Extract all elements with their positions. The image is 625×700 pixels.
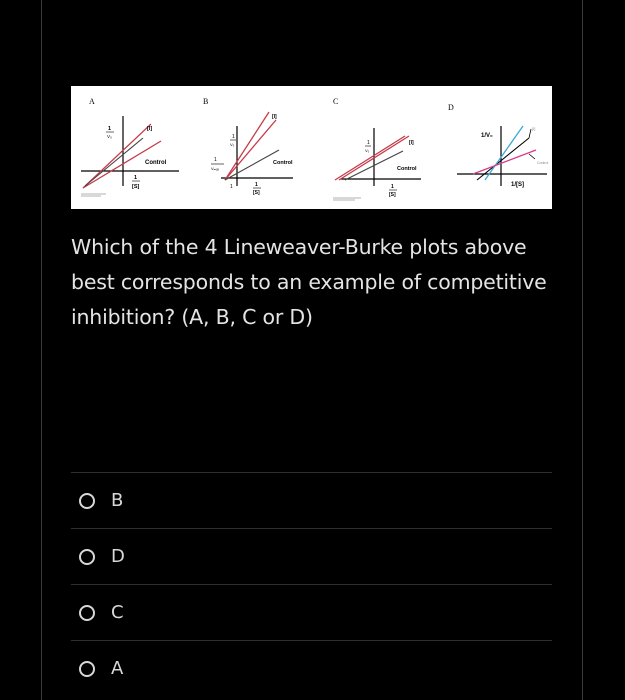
panel-a-label: A bbox=[89, 97, 95, 106]
panel-c-label: C bbox=[333, 97, 339, 106]
option-label: C bbox=[111, 602, 124, 623]
radio-circle-icon[interactable] bbox=[79, 661, 95, 677]
panel-b-km: 1 bbox=[230, 184, 233, 190]
radio-circle-icon[interactable] bbox=[79, 605, 95, 621]
option-c[interactable] bbox=[71, 584, 552, 640]
panel-a-x-num: 1 bbox=[134, 175, 138, 181]
option-b[interactable] bbox=[71, 472, 552, 528]
frame-left-border bbox=[41, 0, 42, 700]
panel-c-control: Control bbox=[397, 166, 417, 172]
option-d[interactable] bbox=[71, 528, 552, 584]
panel-b-inhibitor: [I] bbox=[272, 114, 277, 120]
panel-a-y-den: V₀ bbox=[107, 134, 112, 139]
radio-circle-icon[interactable] bbox=[79, 549, 95, 565]
frame-right-border bbox=[582, 0, 583, 700]
option-label: D bbox=[111, 546, 125, 567]
panel-b bbox=[203, 97, 293, 196]
panel-c bbox=[333, 97, 421, 200]
option-a[interactable] bbox=[71, 640, 552, 696]
panel-d-control: Control bbox=[537, 161, 549, 165]
panel-b-y-num: 1 bbox=[232, 134, 235, 140]
panel-b-x-den: [S] bbox=[253, 190, 260, 196]
panel-a-y-num: 1 bbox=[108, 126, 112, 132]
panel-a-control: Control bbox=[145, 160, 167, 166]
panel-c-y-num: 1 bbox=[367, 140, 370, 146]
question-text: Which of the 4 Lineweaver-Burke plots above best corresponds to an example of competitive inhibition? (A, B, C or D) bbox=[71, 235, 547, 329]
panel-b-x-num: 1 bbox=[255, 182, 258, 188]
answer-options bbox=[71, 472, 552, 696]
lineweaver-burk-figure bbox=[71, 86, 552, 209]
panel-c-inhibitor: [I] bbox=[409, 140, 414, 146]
radio-circle-icon[interactable] bbox=[79, 493, 95, 509]
panel-b-y-den: V₀ bbox=[230, 142, 235, 147]
panel-d bbox=[448, 103, 549, 188]
option-label: B bbox=[111, 490, 124, 511]
panel-a bbox=[81, 97, 179, 196]
panel-b-ymax-num: 1 bbox=[214, 157, 217, 163]
panel-c-y-den: V₀ bbox=[365, 148, 370, 153]
panel-b-control: Control bbox=[273, 160, 293, 166]
panel-b-label: B bbox=[203, 97, 209, 106]
panel-d-x-axis: 1/[S] bbox=[511, 182, 525, 188]
panel-b-ymax-den: Vₘₐₓ bbox=[211, 166, 219, 171]
panel-a-inhibitor: [I] bbox=[147, 126, 153, 132]
panel-a-x-den: [S] bbox=[132, 184, 140, 190]
panel-c-x-num: 1 bbox=[391, 184, 394, 190]
panel-d-label: D bbox=[448, 103, 454, 112]
option-label: A bbox=[111, 658, 124, 679]
panel-d-inhibitor: [I] bbox=[532, 126, 536, 131]
panel-d-y-axis: 1/V₀ bbox=[481, 133, 493, 139]
panel-c-x-den: [S] bbox=[389, 192, 396, 198]
